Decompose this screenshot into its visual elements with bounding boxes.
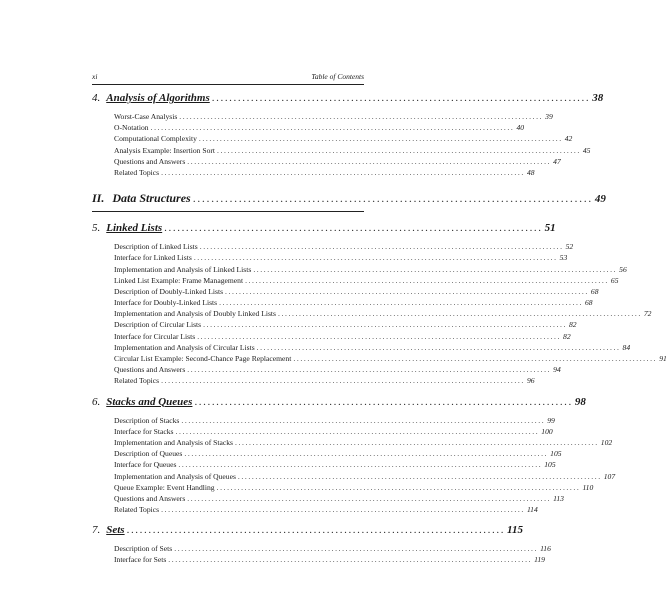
dot-leader: ........................................................................................................	[203, 320, 567, 330]
entry-page: 107	[603, 471, 616, 481]
chapter-number: 4.	[92, 92, 101, 104]
entry-page: 82	[563, 331, 571, 341]
toc-entry	[92, 123, 525, 134]
dot-leader: ........................................................................................................	[184, 449, 549, 459]
dot-leader: ........................................................................................................	[174, 544, 539, 554]
chapter-page: 98	[574, 395, 586, 408]
entry-page: 110	[582, 482, 594, 492]
toc-entry	[92, 264, 627, 276]
entry-page: 39	[545, 112, 553, 121]
chapter-title: Sets	[106, 524, 125, 537]
entry-page: 102	[600, 437, 613, 447]
toc-entry	[92, 298, 593, 309]
toc-entry	[92, 426, 553, 438]
toc-entry	[92, 460, 556, 471]
toc-entry	[92, 505, 538, 516]
chapter-page: 38	[592, 92, 604, 104]
entry-title: Description of Doubly-Linked Lists	[114, 286, 224, 296]
entry-page: 91	[659, 354, 667, 363]
entry-title: Interface for Doubly-Linked Lists	[114, 298, 218, 308]
entry-page: 113	[553, 493, 564, 503]
chapter-title: Linked Lists	[106, 222, 163, 235]
entry-page: 47	[553, 156, 561, 166]
entry-page: 52	[565, 242, 574, 252]
toc-entry	[92, 493, 564, 505]
entry-title: Interface for Queues	[114, 460, 177, 470]
entry-page: 40	[516, 123, 525, 133]
toc-entry	[92, 253, 568, 264]
chapter-number: 7.	[92, 524, 101, 537]
entry-title: Questions and Answers	[114, 493, 186, 503]
toc-entry	[92, 145, 591, 157]
dot-leader: ........................................................................................................	[178, 460, 543, 470]
entry-page: 94	[553, 365, 561, 375]
entry-title: Interface for Stacks	[114, 426, 174, 436]
toc-entry	[92, 242, 574, 253]
toc-entry	[92, 544, 551, 555]
entry-title: Related Topics	[114, 167, 160, 177]
entry-title: Description of Linked Lists	[114, 242, 198, 252]
dot-leader: ........................................................................................................	[234, 437, 599, 447]
entry-page: 65	[610, 275, 619, 285]
entry-title: Circular List Example: Second-Chance Page Replacement	[114, 354, 292, 363]
toc-entry	[92, 471, 616, 483]
entry-title: Related Topics	[114, 376, 160, 386]
entry-title: Implementation and Analysis of Circular Lists	[114, 342, 255, 352]
entry-title: Related Topics	[114, 505, 160, 515]
entry-title: Implementation and Analysis of Linked Lists	[114, 264, 252, 274]
entry-page: 53	[559, 253, 568, 263]
toc-entry	[92, 309, 652, 320]
part-number: II.	[92, 191, 105, 206]
entry-page: 99	[547, 415, 555, 425]
toc-entry	[92, 286, 599, 298]
table-of-contents	[92, 90, 667, 567]
toc-entry	[92, 167, 535, 179]
dot-leader: ........................................................................................................	[181, 415, 546, 425]
part-page: 49	[594, 193, 606, 206]
entry-page: 84	[622, 342, 631, 352]
toc-entry	[92, 365, 561, 376]
toc-entry	[92, 156, 561, 168]
toc-entry	[92, 354, 667, 365]
entry-page: 100	[541, 426, 553, 436]
toc-chapter-7	[92, 524, 523, 544]
entry-page: 114	[526, 505, 538, 515]
part-rule	[92, 211, 364, 212]
dot-leader: .......................................................................................	[164, 222, 543, 235]
dot-leader: ........................................................................................................	[179, 112, 544, 121]
entry-title: Description of Circular Lists	[114, 320, 202, 330]
dot-leader: ........................................................................................................	[198, 134, 563, 144]
toc-entry	[92, 342, 631, 354]
chapter-title: Analysis of Algorithms	[106, 92, 210, 104]
entry-title: Analysis Example: Insertion Sort	[114, 145, 216, 155]
entry-title: Interface for Linked Lists	[114, 253, 192, 263]
toc-entry	[92, 275, 619, 287]
dot-leader: .......................................................................................	[211, 92, 591, 104]
dot-leader: ........................................................................................................	[187, 365, 552, 375]
dot-leader: ........................................................................................................	[161, 376, 525, 386]
entry-page: 116	[540, 544, 551, 554]
dot-leader: ........................................................................................................	[237, 471, 602, 481]
part-title: Data Structures	[112, 191, 191, 206]
toc-part-2	[92, 191, 606, 211]
entry-title: Questions and Answers	[114, 365, 186, 375]
toc-entry	[92, 449, 562, 460]
entry-title: Queue Example: Event Handling	[114, 482, 215, 492]
toc-chapter-4	[92, 92, 604, 112]
dot-leader: ........................................................................................................	[175, 426, 540, 436]
entry-title: Worst-Case Analysis	[114, 112, 178, 121]
entry-title: Interface for Sets	[114, 555, 167, 565]
toc-entry	[92, 134, 573, 145]
entry-page: 82	[568, 320, 577, 330]
entry-title: Implementation and Analysis of Stacks	[114, 437, 233, 447]
toc-entry	[92, 437, 613, 449]
toc-entry	[92, 555, 545, 566]
dot-leader: ........................................................................................................	[197, 331, 562, 341]
dot-leader: .......................................................................................	[192, 191, 593, 206]
chapter-title: Stacks and Queues	[106, 395, 193, 408]
entry-page: 45	[582, 145, 591, 155]
dot-leader: ........................................................................................................	[245, 275, 609, 285]
dot-leader: ........................................................................................................	[199, 242, 564, 252]
page-header	[92, 72, 364, 84]
entry-title: Implementation and Analysis of Queues	[114, 471, 236, 481]
dot-leader: ........................................................................................................	[219, 298, 583, 308]
entry-page: 105	[544, 460, 556, 470]
entry-page: 68	[584, 298, 593, 308]
dot-leader: ........................................................................................................	[225, 286, 589, 296]
entry-title: Computational Complexity	[114, 134, 197, 144]
dot-leader: ........................................................................................................	[277, 309, 642, 319]
entry-title: Questions and Answers	[114, 156, 186, 166]
toc-entry	[92, 415, 555, 427]
toc-entry	[92, 482, 594, 494]
header-rule	[92, 84, 364, 85]
dot-leader: ........................................................................................................	[216, 482, 581, 492]
dot-leader: ........................................................................................................	[161, 167, 525, 177]
dot-leader: ........................................................................................................	[256, 342, 621, 352]
chapter-number: 6.	[92, 395, 101, 408]
chapter-page: 51	[544, 222, 556, 235]
dot-leader: ........................................................................................................	[187, 493, 552, 503]
entry-page: 42	[564, 134, 573, 144]
entry-page: 72	[643, 309, 652, 319]
toc-entry	[92, 320, 577, 331]
chapter-number: 5.	[92, 222, 101, 235]
entry-page: 105	[550, 449, 562, 459]
entry-title: Description of Sets	[114, 544, 173, 554]
entry-page: 96	[526, 376, 535, 386]
running-title: Table of Contents	[311, 72, 364, 81]
toc-entry	[92, 331, 571, 343]
dot-leader: ........................................................................................................	[187, 156, 552, 166]
page-number: xi	[92, 72, 98, 81]
entry-page: 119	[534, 555, 545, 565]
entry-title: O-Notation	[114, 123, 149, 133]
dot-leader: ........................................................................................................	[161, 505, 525, 515]
entry-title: Interface for Circular Lists	[114, 331, 196, 341]
dot-leader: ........................................................................................................	[193, 253, 558, 263]
chapter-page: 115	[507, 524, 523, 537]
dot-leader: ........................................................................................................	[293, 354, 658, 363]
toc-entry	[92, 112, 553, 123]
entry-page: 56	[619, 264, 627, 274]
entry-page: 68	[590, 286, 599, 296]
dot-leader: ........................................................................................................	[217, 145, 581, 155]
toc-entry	[92, 376, 535, 387]
dot-leader: ........................................................................................................	[150, 123, 515, 133]
entry-page: 48	[526, 167, 535, 177]
entry-title: Implementation and Analysis of Doubly Linked Lists	[114, 309, 276, 319]
toc-chapter-6	[92, 395, 586, 416]
entry-title: Linked List Example: Frame Management	[114, 275, 244, 285]
dot-leader: ........................................................................................................	[253, 264, 618, 274]
toc-chapter-5	[92, 222, 556, 242]
entry-title: Description of Stacks	[114, 415, 180, 425]
dot-leader: .......................................................................................	[126, 524, 506, 537]
entry-title: Description of Queues	[114, 449, 183, 459]
dot-leader: .......................................................................................	[194, 395, 573, 408]
dot-leader: ........................................................................................................	[168, 555, 533, 565]
